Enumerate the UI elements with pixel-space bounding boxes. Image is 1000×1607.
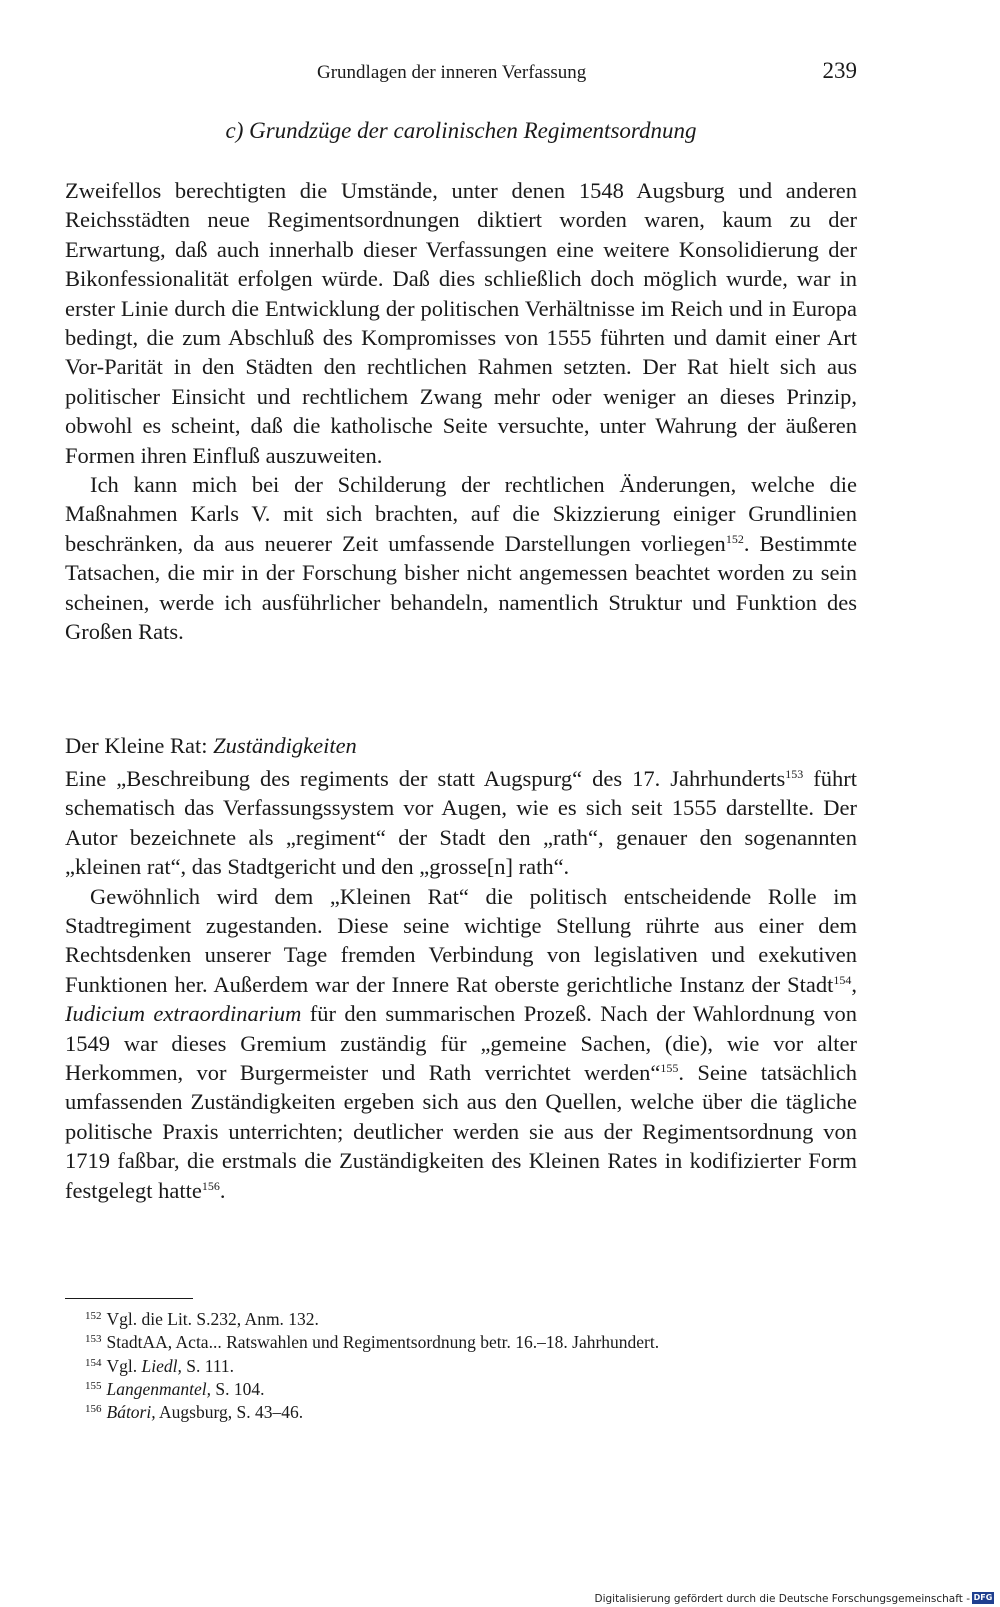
footnote-author: Langenmantel, <box>106 1378 212 1399</box>
footnote-text: Augsburg, S. 43–46. <box>155 1402 304 1423</box>
footnote-author: Bátori, <box>106 1402 156 1423</box>
footnote-152 <box>85 1308 857 1331</box>
intro-text <box>65 176 857 647</box>
paragraph: Zweifellos berechtigten die Umstände, unter denen 1548 Augsburg und anderen Reichsstädten neue Regimentsordnungen diktiert worden waren, kaum zu der Erwartung, daß auch innerhalb dieser Verfassungen eine weitere Konsolidierung der Bikonfessionalität erfolgen würde. Daß dies schließlich doch möglich wurde, war in erster Linie durch die Entwicklung der politischen Verhältnisse im Reich und in Europa bedingt, die zum Abschluß des Kompromisses von 1555 führten und damit einer Art Vor-Parität in den Städten den rechtlichen Rahmen setzten. Der Rat hielt sich aus politischer Einsicht und rechtlichem Zwang mehr oder weniger an dieses Prinzip, obwohl es scheint, daß die katholische Seite versuchte, unter Wahrung der äußeren Formen ihren Einfluß auszuweiten. <box>65 178 857 468</box>
page-number: 239 <box>822 58 857 83</box>
footnote-ref[interactable]: 153 <box>785 767 804 781</box>
footnote-ref[interactable]: 156 <box>201 1178 220 1193</box>
section-heading: c) Grundzüge der carolinischen Regimentsordnung <box>225 118 697 143</box>
footnote-ref[interactable]: 154 <box>833 972 852 987</box>
footnote-text: Vgl. <box>106 1355 142 1376</box>
subsection-heading <box>65 733 357 759</box>
footnote-number: 153 <box>85 1333 102 1346</box>
paragraph-text: . Seine tatsächlich umfassenden Zuständigkeiten ergeben sich aus den Quellen, welche über die tägliche politische Praxis unterrichten; deutlicher werden sie aus der Regimentsordnung von 1719 faßbar, die erstmals die Zuständigkeiten des Kleinen Rates in kodifizierter Form festgelegt hatte <box>65 1060 857 1203</box>
running-head <box>65 58 857 88</box>
paragraph-text: Ich kann mich bei der Schilderung der rechtlichen Änderungen, welche die Maßnahmen Karls V. mit sich brachten, auf die Skizzierung einiger Grundlinien beschränken, da aus neuerer Zeit umfassende Darstellungen vorliegen <box>65 472 857 556</box>
paragraph-text: für den summarischen Prozeß. Nach der Wahlordnung von 1549 war dieses Gremium zuständig für „gemeine Sachen, (die), wie vor alter Herkommen, vor Burgermeister und Rath verrichtet werden“ <box>65 1001 857 1086</box>
digitization-note: Digitalisierung gefördert durch die Deutsche Forschungsgemeinschaft - <box>594 1593 970 1605</box>
footnote-153 <box>85 1331 857 1354</box>
running-title: Grundlagen der inneren Verfassung <box>317 62 587 83</box>
main-text <box>65 764 857 1205</box>
paragraph-text: Gewöhnlich wird dem „Kleinen Rat“ die politisch entscheidende Rolle im Stadtregiment zugestanden. Diese seine wichtige Stellung rührte aus einer dem Rechtsdenken unserer Tage fremden Verbindung von legislativen und exekutiven Funktionen her. Außerdem war der Innere Rat oberste gerichtliche Instanz der Stadt <box>65 883 857 997</box>
paragraph <box>65 470 857 646</box>
footnote-number: 154 <box>85 1356 102 1369</box>
footnote-author: Liedl, <box>141 1355 182 1376</box>
footnotes <box>85 1308 857 1424</box>
footnote-text: S. 104. <box>211 1378 265 1399</box>
footnote-number: 155 <box>85 1379 102 1392</box>
footnote-156 <box>85 1401 857 1424</box>
footnote-154 <box>85 1355 857 1378</box>
paragraph-text: . <box>219 1177 226 1203</box>
footnote-ref[interactable]: 155 <box>660 1061 679 1076</box>
footnote-text: S. 111. <box>181 1355 235 1376</box>
subheading-italic: Zuständigkeiten <box>213 733 357 758</box>
footnote-text: StadtAA, Acta... Ratswahlen und Regimentsordnung betr. 16.–18. Jahrhundert. <box>106 1332 660 1353</box>
paragraph-text: Eine „Beschreibung des regiments der statt Augspurg“ des 17. Jahrhunderts <box>65 766 786 791</box>
footnote-ref[interactable]: 152 <box>725 531 744 546</box>
paragraph <box>65 882 857 1205</box>
footnote-number: 152 <box>85 1310 102 1322</box>
footnote-155 <box>85 1378 857 1401</box>
footnote-number: 156 <box>85 1403 102 1416</box>
paragraph-text: führt schematisch das Verfassungssystem vor Augen, wie es sich seit 1555 darstellte. Der Autor bezeichnete als „regiment“ der Stadt den „rath“, genauer den sogenannten „kleinen rat“, das Stadtgericht und den „grosse[n] rath“. <box>65 766 857 880</box>
footnote-text: Vgl. die Lit. S.232, Anm. 132. <box>106 1309 319 1329</box>
subheading-text: Der Kleine Rat: <box>65 733 214 758</box>
paragraph-text: . Bestimmte Tatsachen, die mir in der Forschung bisher nicht angemessen beachtet worden zu sein scheinen, werde ich ausführlicher behandeln, namentlich Struktur und Funktion des Großen Rats. <box>65 530 857 645</box>
dfg-logo: DFG <box>973 1593 993 1602</box>
latin-term: Iudicium extraordinarium <box>65 1001 302 1027</box>
paragraph-text: , <box>851 971 857 997</box>
paragraph <box>65 764 857 882</box>
footnote-divider <box>65 1298 193 1299</box>
